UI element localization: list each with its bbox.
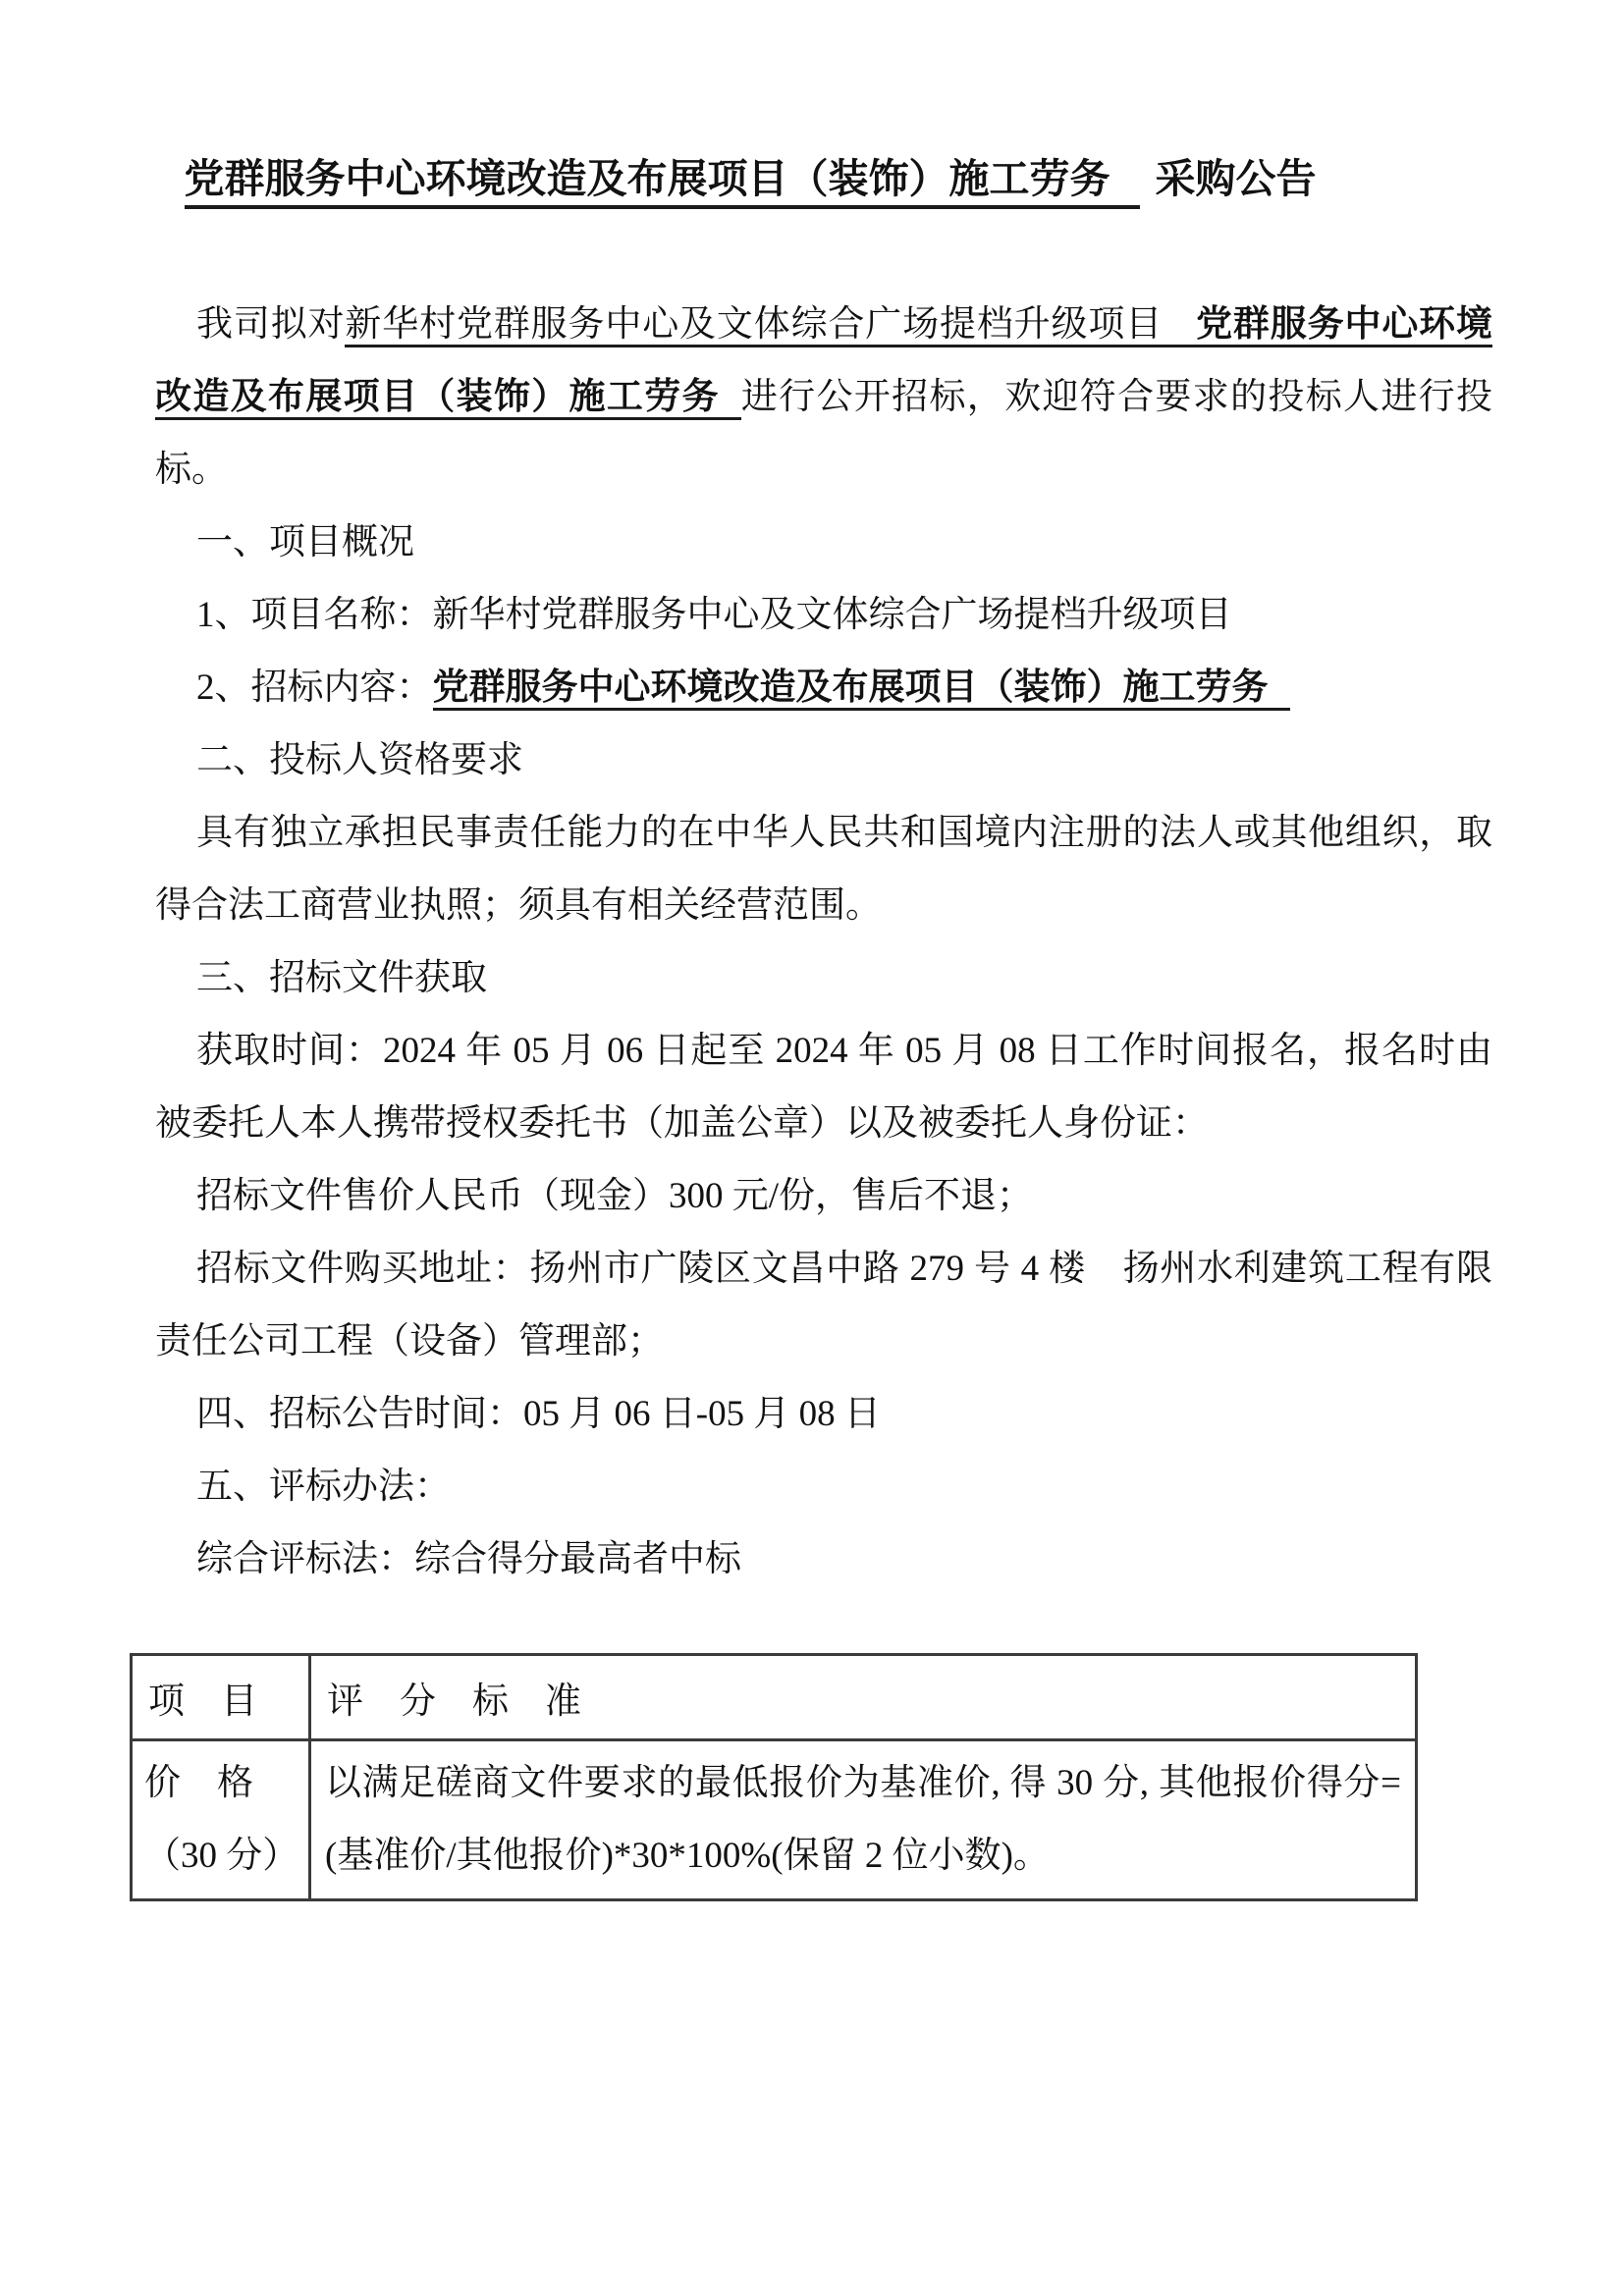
section-1-item-2 [155, 652, 1492, 724]
section-3-heading: 三、招标文件获取 [196, 958, 487, 998]
intro-lead: 我司拟对 [196, 304, 346, 345]
section-1-item-1: 1、项目名称：新华村党群服务中心及文体综合广场提档升级项目 [196, 595, 1232, 635]
header-cell-item: 项 目 [132, 1655, 310, 1740]
document-title [155, 147, 1345, 210]
section-5-heading: 五、评标办法： [196, 1467, 451, 1507]
section-3-paragraph-1: 获取时间：2024 年 05 月 06 日起至 2024 年 05 月 08 日工作时间报名，报名时由被委托人本人携带授权委托书（加盖公章）以及被委托人身份证： [155, 1031, 1492, 1144]
header-cell-criteria: 评 分 标 准 [310, 1655, 1417, 1740]
title-suffix: 采购公告 [1155, 156, 1317, 201]
table-row [132, 1740, 1417, 1900]
title-underlined-part: 党群服务中心环境改造及布展项目（装饰）施工劳务 [185, 156, 1140, 209]
section-5-body: 综合评标法：综合得分最高者中标 [196, 1539, 741, 1579]
section-2-body: 具有独立承担民事责任能力的在中华人民共和国境内注册的法人或其他组织，取得合法工商营业执照；须具有相关经营范围。 [155, 813, 1492, 926]
section-2-heading: 二、投标人资格要求 [196, 740, 523, 780]
price-item-line-1: 价 格 [144, 1763, 253, 1803]
section-1-heading: 一、项目概况 [196, 522, 414, 562]
table-header-row [132, 1655, 1417, 1740]
section-3-paragraph-3: 招标文件购买地址：扬州市广陵区文昌中路 279 号 4 楼 扬州水利建筑工程有限责任公司工程（设备）管理部； [155, 1249, 1492, 1362]
scoring-table [130, 1653, 1418, 1901]
section-3-paragraph-2: 招标文件售价人民币（现金）300 元/份，售后不退； [196, 1176, 1034, 1216]
section-4-heading: 四、招标公告时间：05 月 06 日-05 月 08 日 [196, 1394, 881, 1434]
intro-project-name: 新华村党群服务中心及文体综合广场提档升级项目 [345, 304, 1196, 347]
intro-rest: 进行公开招标，欢迎符合要求的投标人进行投标。 [155, 377, 1493, 490]
intro-paragraph [155, 289, 1492, 507]
item-2-value: 党群服务中心环境改造及布展项目（装饰）施工劳务 [433, 667, 1290, 711]
cell-price-criteria: 以满足磋商文件要求的最低报价为基准价, 得 30 分, 其他报价得分=(基准价/其他报价)*30*100%(保留 2 位小数)。 [310, 1740, 1417, 1900]
intro-package-name: 党群服务中心环境改造及布展项目（装饰）施工劳务 [155, 304, 1492, 420]
cell-price-item [132, 1740, 310, 1900]
price-item-line-2: （30 分） [144, 1836, 299, 1876]
item-2-label: 2、招标内容： [196, 667, 433, 708]
